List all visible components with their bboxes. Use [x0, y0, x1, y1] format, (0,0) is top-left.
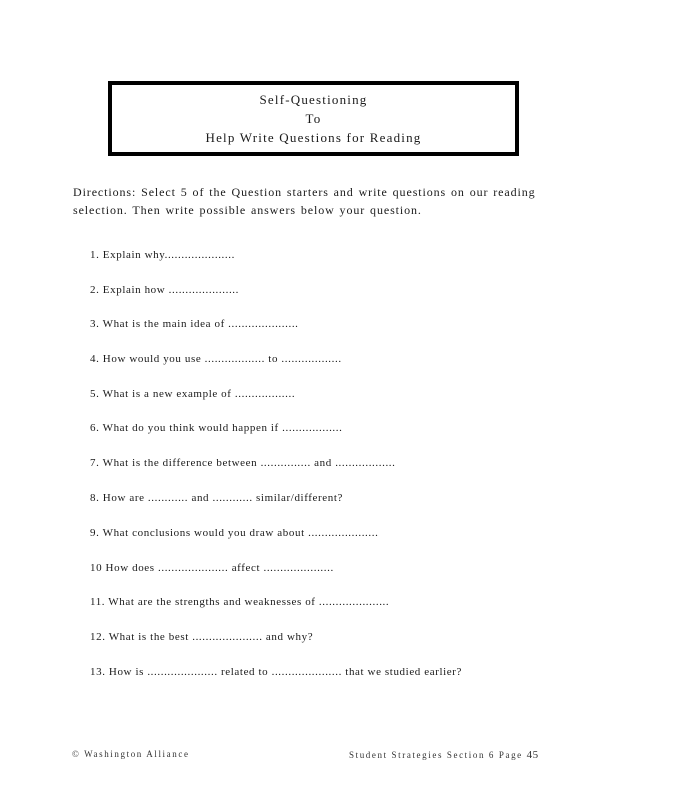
question-3: 3. What is the main idea of ..................... — [90, 318, 299, 330]
footer-page-label — [349, 749, 539, 761]
title-line-3: Help Write Questions for Reading — [205, 130, 422, 145]
question-5: 5. What is a new example of .................. — [90, 388, 296, 400]
question-11: 11. What are the strengths and weaknesses of ..................... — [90, 596, 390, 608]
footer-section-text: Student Strategies Section 6 Page — [349, 750, 523, 760]
question-1: 1. Explain why..................... — [90, 249, 235, 261]
question-10: 10 How does ..................... affect ..................... — [90, 562, 334, 574]
title-line-2: To — [305, 111, 322, 126]
question-6: 6. What do you think would happen if .................. — [90, 422, 343, 434]
question-8: 8. How are ............ and ............ similar/different? — [90, 492, 344, 504]
question-13: 13. How is ..................... related to ..................... that we studied earlier? — [90, 666, 463, 678]
question-7: 7. What is the difference between ............... and .................. — [90, 457, 396, 469]
question-2: 2. Explain how ..................... — [90, 284, 240, 296]
question-12: 12. What is the best ..................... and why? — [90, 631, 314, 643]
question-9: 9. What conclusions would you draw about ..................... — [90, 527, 379, 539]
question-4: 4. How would you use .................. to .................. — [90, 353, 342, 365]
title-box — [108, 81, 519, 156]
directions-paragraph — [73, 183, 543, 219]
title-line-1: Self-Questioning — [259, 92, 368, 107]
footer-copyright: © Washington Alliance — [72, 749, 190, 759]
directions-line-1: Directions: Select 5 of the Question starters and write questions on our reading — [73, 185, 536, 199]
page-number: 45 — [526, 749, 539, 761]
directions-line-2: selection. Then write possible answers below your question. — [73, 203, 422, 217]
